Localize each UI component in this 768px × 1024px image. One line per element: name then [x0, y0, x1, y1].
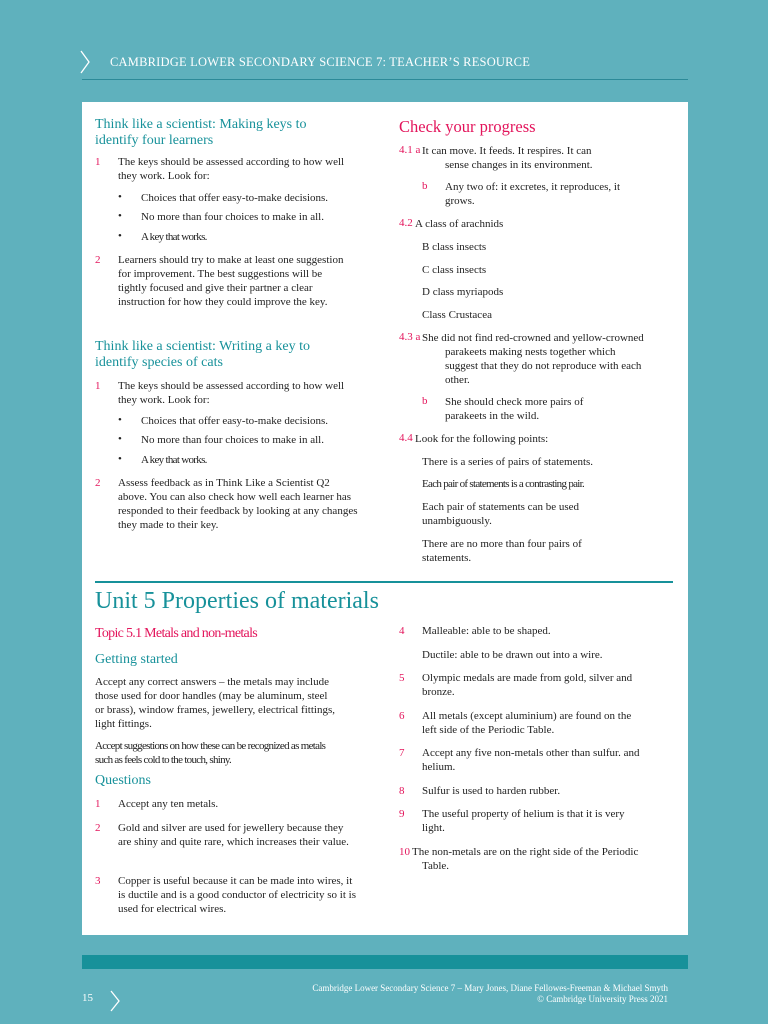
content-panel — [82, 102, 688, 935]
question-number: 8 — [399, 785, 405, 797]
bullet-text: A key that works. — [141, 454, 207, 466]
answer-text: Any two of: it excretes, it reproduces, it grows. — [445, 181, 621, 207]
question-number: b — [422, 180, 428, 192]
bullet-icon: • — [118, 230, 122, 242]
answer-text: Ductile: able to be drawn out into a wire. — [422, 649, 603, 661]
citation — [312, 983, 668, 1005]
paragraph: Accept suggestions on how these can be recognized as metals such as feels cold to the touch, shiny. — [95, 740, 326, 766]
answer-text: Look for the following points: — [415, 433, 549, 445]
answer-text: Each pair of statements is a contrasting pair. — [422, 478, 585, 490]
question-number: 10 — [399, 846, 410, 858]
answer-text: She did not find red-crowned and yellow-crowned parakeets making nests together which suggest that they do not reproduce with each other. — [422, 332, 644, 386]
question-number: 3 — [95, 875, 101, 887]
bullet-icon: • — [118, 191, 122, 203]
answer-text: Accept any five non-metals other than sulfur. and helium. — [422, 747, 640, 773]
bullet-icon: • — [118, 433, 122, 445]
answer-text: Each pair of statements can be used unambiguously. — [422, 501, 579, 527]
chevron-right-icon — [80, 50, 90, 74]
answer-text: Class Crustacea — [422, 309, 492, 321]
question-number: 6 — [399, 710, 405, 722]
header-title: CAMBRIDGE LOWER SECONDARY SCIENCE 7: TEACHER’S RESOURCE — [110, 55, 531, 69]
question-number: 5 — [399, 672, 405, 684]
item-number: 2 — [95, 477, 101, 489]
citation-authors: Cambridge Lower Secondary Science 7 – Mary Jones, Diane Fellowes-Freeman & Michael Smyth — [312, 983, 668, 993]
bullet-text: A key that works. — [141, 231, 207, 243]
answer-text: It can move. It feeds. It respires. It can sense changes in its environment. — [422, 145, 593, 171]
section-heading-writing-key: Think like a scientist: Writing a key to identify species of cats — [95, 339, 310, 370]
question-number: 4.1 a — [399, 144, 421, 156]
question-number: 4.3 a — [399, 331, 421, 343]
bullet-icon: • — [118, 210, 122, 222]
getting-started-heading: Getting started — [95, 652, 178, 667]
footer-bar — [82, 955, 688, 969]
question-number: 4.2 — [399, 217, 413, 229]
item-text: Assess feedback as in Think Like a Scientist Q2 above. You can also check how well each learner has responded to their feedback by looking at any changes they made to their key. — [118, 477, 358, 531]
item-text: The keys should be assessed according to how well they work. Look for: — [118, 380, 345, 406]
topic-heading: Topic 5.1 Metals and non-metals — [95, 626, 258, 641]
page-number: 15 — [82, 992, 93, 1004]
item-text: The keys should be assessed according to how well they work. Look for: — [118, 156, 345, 182]
answer-text: Sulfur is used to harden rubber. — [422, 785, 561, 797]
item-number: 2 — [95, 254, 101, 266]
answer-text: Accept any ten metals. — [118, 798, 219, 810]
item-text: Learners should try to make at least one suggestion for improvement. The best suggestions will be tightly focused and give their partner a clear instruction for how they could improve the key. — [118, 254, 344, 308]
question-number: 9 — [399, 808, 405, 820]
questions-heading: Questions — [95, 773, 151, 788]
question-number: 4.4 — [399, 432, 413, 444]
answer-text: D class myriapods — [422, 286, 504, 298]
bullet-icon: • — [118, 453, 122, 465]
answer-text: A class of arachnids — [415, 218, 504, 230]
answer-text: There are no more than four pairs of statements. — [422, 538, 582, 564]
section-divider — [95, 581, 673, 583]
question-number: 7 — [399, 747, 405, 759]
answer-text: Malleable: able to be shaped. — [422, 625, 551, 637]
section-heading-making-keys: Think like a scientist: Making keys to identify four learners — [95, 117, 307, 148]
page-header — [0, 0, 768, 90]
check-progress-heading: Check your progress — [399, 117, 536, 136]
question-number: 2 — [95, 822, 101, 834]
question-number: b — [422, 395, 428, 407]
answer-text: The non-metals are on the right side of the Periodic Table. — [412, 846, 639, 872]
answer-text: Olympic medals are made from gold, silver and bronze. — [422, 672, 633, 698]
header-rule — [82, 79, 688, 80]
bullet-text: Choices that offer easy-to-make decisions. — [141, 415, 329, 427]
answer-text: Copper is useful because it can be made into wires, it is ductile and is a good conductor of electricity so it is used for electrical wires. — [118, 875, 356, 915]
citation-copyright: © Cambridge University Press 2021 — [537, 994, 668, 1004]
answer-text: There is a series of pairs of statements. — [422, 456, 594, 468]
question-number: 4 — [399, 625, 405, 637]
answer-text: C class insects — [422, 264, 487, 276]
unit-title: Unit 5 Properties of materials — [95, 588, 379, 614]
item-number: 1 — [95, 380, 101, 392]
paragraph: Accept any correct answers – the metals may include those used for door handles (may be aluminum, steel or brass), window frames, jewellery, electrical fittings, light fittings. — [95, 676, 335, 730]
question-number: 1 — [95, 798, 101, 810]
chevron-right-icon — [110, 990, 120, 1012]
answer-text: She should check more pairs of parakeets in the wild. — [445, 396, 584, 422]
item-number: 1 — [95, 156, 101, 168]
answer-text: Gold and silver are used for jewellery because they are shiny and quite rare, which increases their value. — [118, 822, 349, 848]
bullet-icon: • — [118, 414, 122, 426]
bullet-text: Choices that offer easy-to-make decisions. — [141, 192, 329, 204]
bullet-text: No more than four choices to make in all. — [141, 434, 324, 446]
answer-text: B class insects — [422, 241, 487, 253]
answer-text: The useful property of helium is that it is very light. — [422, 808, 625, 834]
answer-text: All metals (except aluminium) are found on the left side of the Periodic Table. — [422, 710, 632, 736]
bullet-text: No more than four choices to make in all. — [141, 211, 324, 223]
